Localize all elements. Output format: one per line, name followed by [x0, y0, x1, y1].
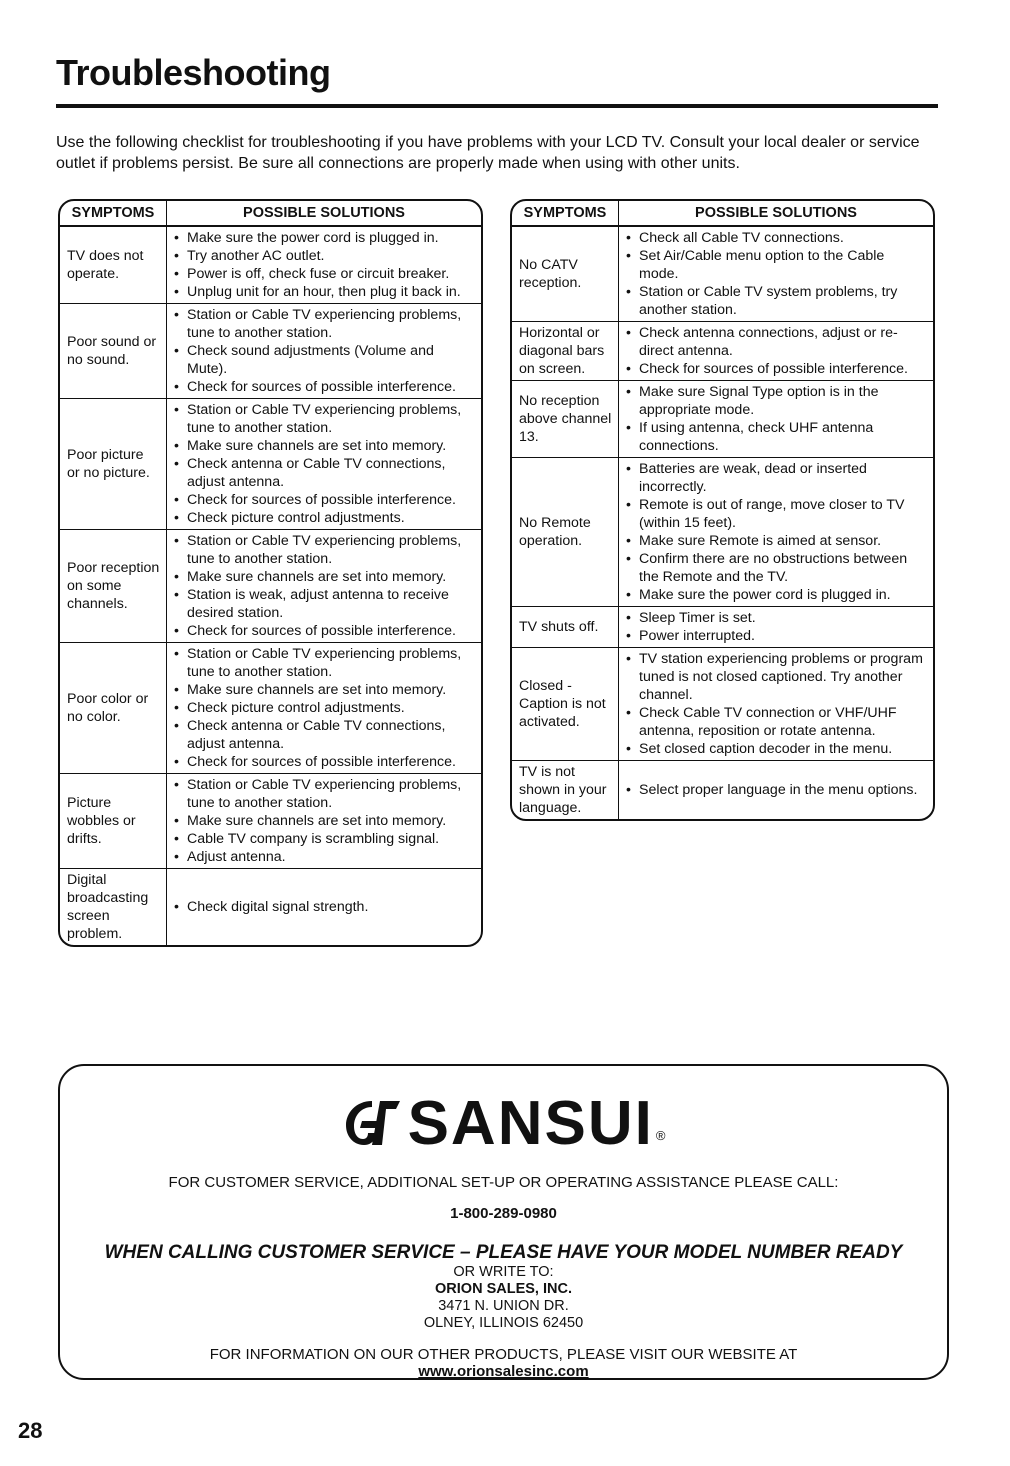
table-row — [512, 607, 933, 648]
solution-list — [626, 609, 927, 645]
symptom-cell: Picture wobbles or drifts. — [60, 774, 167, 869]
solution-item: • Set Air/Cable menu option to the Cable mode. — [626, 247, 927, 283]
symptom-cell: Poor sound or no sound. — [60, 304, 167, 399]
symptoms-header: SYMPTOMS — [60, 201, 167, 227]
solution-list — [174, 401, 475, 527]
solution-item: • Station or Cable TV experiencing problems, tune to another station. — [174, 401, 475, 437]
solution-item: • Make sure the power cord is plugged in. — [174, 229, 475, 247]
symptom-cell: Closed - Caption is not activated. — [512, 648, 619, 761]
symptom-cell: Digital broadcasting screen problem. — [60, 869, 167, 945]
solutions-cell — [167, 774, 481, 869]
solution-item: • Make sure channels are set into memory. — [174, 681, 475, 699]
model-number-warning: WHEN CALLING CUSTOMER SERVICE – PLEASE HAVE YOUR MODEL NUMBER READY — [104, 1242, 903, 1263]
solution-list — [174, 776, 475, 866]
solution-list — [174, 532, 475, 640]
solution-item: • Make sure channels are set into memory. — [174, 568, 475, 586]
solution-item: • Check Cable TV connection or VHF/UHF antenna, reposition or rotate antenna. — [626, 704, 927, 740]
company-name: ORION SALES, INC. — [435, 1281, 572, 1297]
website-link[interactable]: www.orionsalesinc.com — [418, 1363, 589, 1380]
solution-list — [626, 460, 927, 604]
table-row — [60, 643, 481, 774]
troubleshooting-table-right — [510, 199, 935, 821]
symptoms-header: SYMPTOMS — [512, 201, 619, 227]
solution-item: • Check for sources of possible interference. — [174, 491, 475, 509]
solutions-cell — [619, 648, 933, 761]
table-row — [60, 304, 481, 399]
solution-item: • Adjust antenna. — [174, 848, 475, 866]
table-row — [60, 530, 481, 643]
solutions-cell — [619, 227, 933, 322]
solutions-cell — [167, 643, 481, 774]
write-to-label: OR WRITE TO: — [453, 1264, 554, 1280]
solutions-header: POSSIBLE SOLUTIONS — [167, 201, 481, 227]
solution-item: • Select proper language in the menu options. — [626, 781, 927, 799]
solution-item: • Make sure channels are set into memory. — [174, 437, 475, 455]
solution-item: • Make sure Remote is aimed at sensor. — [626, 532, 927, 550]
solution-item: • Check for sources of possible interference. — [174, 753, 475, 771]
solution-item: • Check sound adjustments (Volume and Mute). — [174, 342, 475, 378]
page-title: Troubleshooting — [56, 52, 331, 93]
solution-item: • Make sure Signal Type option is in the appropriate mode. — [626, 383, 927, 419]
customer-service-box — [58, 1064, 949, 1380]
solutions-cell — [619, 458, 933, 607]
solution-item: • Station or Cable TV experiencing problems, tune to another station. — [174, 532, 475, 568]
solution-item: • Check for sources of possible interference. — [626, 360, 927, 378]
solution-item: • Batteries are weak, dead or inserted incorrectly. — [626, 460, 927, 496]
symptom-cell: Poor picture or no picture. — [60, 399, 167, 530]
table-row — [60, 774, 481, 869]
registered-mark: ® — [655, 1127, 666, 1143]
solution-list — [626, 383, 927, 455]
solution-list — [174, 898, 475, 916]
solution-item: • Check for sources of possible interference. — [174, 378, 475, 396]
sansui-logo — [60, 1090, 947, 1156]
solution-list — [174, 306, 475, 396]
symptom-cell: No reception above channel 13. — [512, 381, 619, 458]
solution-item: • TV station experiencing problems or program tuned is not closed captioned. Try another channel. — [626, 650, 927, 704]
table-row — [60, 399, 481, 530]
solutions-cell — [167, 399, 481, 530]
solution-item: • Remote is out of range, move closer to TV (within 15 feet). — [626, 496, 927, 532]
solution-item: • Station is weak, adjust antenna to receive desired station. — [174, 586, 475, 622]
solution-item: • Try another AC outlet. — [174, 247, 475, 265]
solution-list — [626, 229, 927, 319]
brand-name: SANSUI — [407, 1088, 654, 1158]
solution-item: • Unplug unit for an hour, then plug it back in. — [174, 283, 475, 301]
symptom-cell: TV shuts off. — [512, 607, 619, 648]
symptom-cell: Poor reception on some channels. — [60, 530, 167, 643]
solution-item: • Station or Cable TV experiencing problems, tune to another station. — [174, 645, 475, 681]
street-address: 3471 N. UNION DR. — [438, 1298, 569, 1314]
solution-item: • Station or Cable TV system problems, try another station. — [626, 283, 927, 319]
solution-item: • Check digital signal strength. — [174, 898, 475, 916]
sansui-logo-mark-icon — [342, 1095, 404, 1151]
solutions-cell — [619, 322, 933, 381]
solutions-cell — [167, 530, 481, 643]
customer-service-text: FOR CUSTOMER SERVICE, ADDITIONAL SET-UP OR OPERATING ASSISTANCE PLEASE CALL: — [168, 1174, 839, 1191]
solution-item: • Make sure channels are set into memory. — [174, 812, 475, 830]
solutions-cell — [167, 869, 481, 945]
table-row — [60, 869, 481, 945]
solutions-cell — [167, 304, 481, 399]
solution-item: • Station or Cable TV experiencing problems, tune to another station. — [174, 776, 475, 812]
solution-list — [626, 650, 927, 758]
solution-item: • Station or Cable TV experiencing problems, tune to another station. — [174, 306, 475, 342]
table-row — [60, 227, 481, 304]
table-row — [512, 322, 933, 381]
table-row — [512, 381, 933, 458]
symptom-cell: TV does not operate. — [60, 227, 167, 304]
symptom-cell: No Remote operation. — [512, 458, 619, 607]
solutions-cell — [619, 761, 933, 819]
symptom-cell: No CATV reception. — [512, 227, 619, 322]
solution-item: • Make sure the power cord is plugged in. — [626, 586, 927, 604]
table-row — [512, 648, 933, 761]
table-row — [512, 761, 933, 819]
solutions-cell — [167, 227, 481, 304]
solution-list — [626, 781, 927, 799]
solution-item: • Check antenna or Cable TV connections, adjust antenna. — [174, 455, 475, 491]
solution-item: • Power is off, check fuse or circuit breaker. — [174, 265, 475, 283]
phone-number: 1-800-289-0980 — [450, 1205, 557, 1222]
solution-item: • Check all Cable TV connections. — [626, 229, 927, 247]
solutions-cell — [619, 607, 933, 648]
troubleshooting-table-left — [58, 199, 483, 947]
solution-item: • Check picture control adjustments. — [174, 699, 475, 717]
solutions-cell — [619, 381, 933, 458]
table-row — [512, 458, 933, 607]
city-address: OLNEY, ILLINOIS 62450 — [423, 1315, 584, 1331]
title-rule — [56, 104, 938, 108]
symptom-cell: TV is not shown in your language. — [512, 761, 619, 819]
solution-item: • If using antenna, check UHF antenna connections. — [626, 419, 927, 455]
symptom-cell: Poor color or no color. — [60, 643, 167, 774]
solution-item: • Power interrupted. — [626, 627, 927, 645]
solutions-header: POSSIBLE SOLUTIONS — [619, 201, 933, 227]
intro-text: Use the following checklist for troubleshooting if you have problems with your LCD TV. Consult your local dealer or service outlet if problems persist. Be sure all connections are properly made when using with other units. — [56, 134, 920, 172]
solution-item: • Set closed caption decoder in the menu. — [626, 740, 927, 758]
solution-item: • Confirm there are no obstructions between the Remote and the TV. — [626, 550, 927, 586]
table-row — [512, 227, 933, 322]
website-info: FOR INFORMATION ON OUR OTHER PRODUCTS, PLEASE VISIT OUR WEBSITE AT — [209, 1346, 798, 1363]
solution-item: • Check picture control adjustments. — [174, 509, 475, 527]
solution-item: • Sleep Timer is set. — [626, 609, 927, 627]
solution-list — [174, 229, 475, 301]
symptom-cell: Horizontal or diagonal bars on screen. — [512, 322, 619, 381]
solution-item: • Check for sources of possible interference. — [174, 622, 475, 640]
solution-list — [626, 324, 927, 378]
page-number: 28 — [18, 1418, 43, 1443]
solution-item: • Check antenna connections, adjust or re-direct antenna. — [626, 324, 927, 360]
solution-item: • Check antenna or Cable TV connections, adjust antenna. — [174, 717, 475, 753]
solution-item: • Cable TV company is scrambling signal. — [174, 830, 475, 848]
solution-list — [174, 645, 475, 771]
